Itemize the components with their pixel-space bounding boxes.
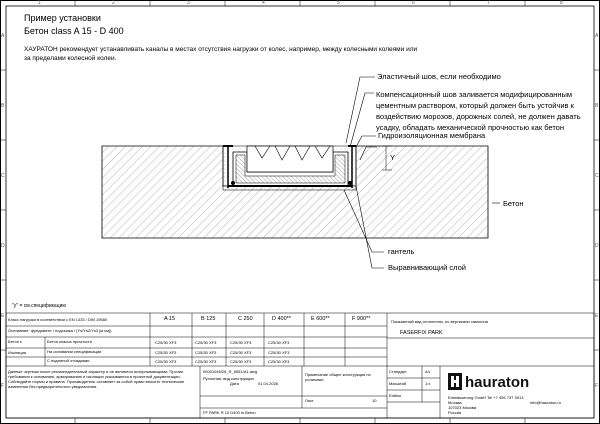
table-header-label: Класс нагрузки в соответствии с EN 1433 / DIN 19580 <box>8 317 108 322</box>
format-label: Стандарт <box>389 369 407 374</box>
company-line2: Москва <box>448 400 462 405</box>
notes-text: Данные чертежи носят рекомендательный характер и не являются исчерпывающими. Прочие требования к основанию, армированию и изоляции указываются в проектной документации. Соблюдайте нормы и правила. Производитель оставляет за собой право вносить технические изменения без предварительного уведомления. <box>8 369 185 389</box>
table-left-label-b: Изоляция <box>8 350 26 355</box>
class-a15: A 15 <box>164 316 176 322</box>
ruler-top-4: 4 <box>262 0 265 6</box>
right-header: Показанный вид отопленны, по вертикали самогона <box>391 319 488 324</box>
rebar-right <box>348 181 352 185</box>
table-cell: C25/30 XF3 <box>195 359 217 364</box>
company-line3: 107023 Москва <box>448 405 477 410</box>
company-line1: Entwässerung GmbH Tel +7 495 737 3913 <box>448 395 524 400</box>
ruler-top-7: 7 <box>487 0 490 6</box>
ruler-side-b: B <box>1 103 5 109</box>
grating <box>247 146 333 172</box>
rebar-left <box>231 181 235 185</box>
ruler-top-6: 6 <box>412 0 415 6</box>
class-c250: C 250 <box>238 316 253 322</box>
product-name: FASERFIX PARK <box>400 330 443 336</box>
callout-leveling-layer: Выравнивающий слой <box>388 263 466 272</box>
company-email: info@hauraton.ru <box>530 400 561 405</box>
table-cell: C25/30 XF3 <box>195 340 217 345</box>
logo-wordmark: hauraton <box>465 374 530 391</box>
sheet-label: Лист <box>305 398 314 403</box>
table-sub-label-3: С подлиной отсадками <box>47 358 90 363</box>
callout-rebar: гантель <box>388 247 415 256</box>
table-cell: C25/30 XF3 <box>155 350 177 355</box>
intro-text: ХАУРАТОН рекомендует устанавливать каналы в местах отсутствия нагрузки от колес, например, между колесными колеями или за пределами колесной колеи. <box>24 46 418 62</box>
table-sub-label-2: На основании спецификации <box>47 349 102 354</box>
table-cell: C25/30 XF3 <box>268 340 290 345</box>
table-cell: C25/30 XF3 <box>230 359 252 364</box>
drawing-desc: Рулонная, вид конструкции <box>203 376 254 381</box>
table-cell: C25/30 XF3 <box>155 340 177 345</box>
table-left-label-a: Бетон с <box>8 339 23 344</box>
ruler-side-e-right: E <box>595 313 599 319</box>
callout-membrane: Гидроизоляционная мембрана <box>378 131 486 140</box>
ruler-side-a-right: A <box>595 33 599 39</box>
ruler-side-c: C <box>1 173 5 179</box>
class-b125: B 125 <box>201 316 216 322</box>
file-path: FF PARK R 10 D400 in Beton <box>203 410 256 415</box>
logo-mark-icon <box>448 371 536 392</box>
ruler-top-2: 2 <box>112 0 115 6</box>
ruler-side-f-right: F <box>595 383 599 389</box>
table-cell: C25/30 XF3 <box>195 350 217 355</box>
table-cell: C25/30 XF3 <box>230 340 252 345</box>
table-cell: C25/30 XF3 <box>230 350 252 355</box>
table-cell: C25/30 XF3 <box>268 359 290 364</box>
table-sub-label-1: Бетон класса прочности <box>47 339 92 344</box>
ruler-side-e: E <box>1 313 5 319</box>
callout-concrete: Бетон <box>503 199 524 208</box>
ruler-side-c-right: C <box>595 173 599 179</box>
page-title: Пример установки <box>24 13 101 23</box>
callout-elastic-joint: Эластичный шов, если необходимо <box>377 72 501 81</box>
callout-compensation-joint: Компенсационный шов заливается модифицированным цементным раствором, который должен быть устойчив к воздействию морозов, дорожных солей, не должен давать усадку, обладать механической прочностью как бетон <box>376 90 581 132</box>
ruler-side-d-right: D <box>595 243 599 249</box>
drawing-number: 00001045/26_R_6551/A1.dwg <box>203 369 258 374</box>
table-cell: C25/30 XF3 <box>155 359 177 364</box>
ruler-top-5: 5 <box>337 0 340 6</box>
format-value: A4 <box>425 369 430 374</box>
class-f900: F 900** <box>352 316 371 322</box>
company-line4: Россия <box>448 410 462 415</box>
ruler-side-b-right: B <box>595 103 599 109</box>
sheet-number: 10 <box>372 398 377 403</box>
table-row2-label: Основание: фундамент / подсыпка / (Ys/Ys2/Ys3 [м см]) <box>8 328 112 333</box>
date-label: Дата <box>230 381 239 386</box>
footnote: "y" = см.спецификацию <box>12 303 67 309</box>
page-subtitle: Бетон class A 15 - D 400 <box>24 26 124 36</box>
scale-label: Масштаб <box>389 381 407 386</box>
dimension-y: Y <box>390 153 396 162</box>
project-text: Примечание общее конструкция по установке <box>305 372 371 382</box>
ruler-side-f: F <box>1 383 5 389</box>
scale-value: 1:x <box>425 381 431 386</box>
date-value: 01.04.2026 <box>258 381 279 386</box>
class-e600: E 600** <box>311 316 330 322</box>
class-d400: D 400** <box>272 316 291 322</box>
ruler-top-1: 1 <box>38 0 41 6</box>
hauraton-logo <box>448 371 536 392</box>
table-cell: C25/30 XF3 <box>268 350 290 355</box>
ruler-side-a: A <box>1 33 5 39</box>
ruler-top-3: 3 <box>187 0 190 6</box>
ruler-side-d: D <box>1 243 5 249</box>
ruler-top-8: 8 <box>560 0 563 6</box>
edition-label: Edition <box>389 393 402 398</box>
